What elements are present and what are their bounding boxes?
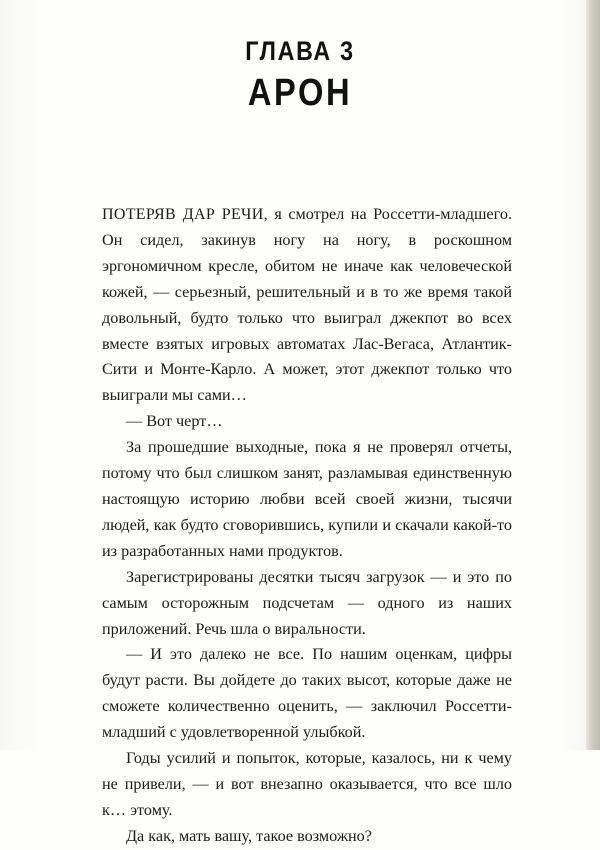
paragraph: — Вот черт… — [126, 412, 223, 431]
chapter-number: ГЛАВА 3 — [245, 36, 355, 66]
paragraph: За прошедшие выходные, пока я не проверял отчеты, потому что был слишком занят, разламывая единственную настоящую историю любви всей своей жизни, тысячи людей, как будто сговорившись, купили и скачали какой-то из разработанных нами продуктов. — [102, 438, 512, 560]
opening-rest: я смотрел на Россетти-младшего. Он сидел, закинув ногу на ногу, в роскошном эргономичном кресле, обитом не иначе как человеческой кожей, — серьезный, решительный и в то же время такой довольный, будто только что выиграл джекпот во всех вместе взятых игровых автоматах Лас-Вегаса, Атлантик-Сити и Монте-Карло. А может, этот джекпот только что выиграли мы сами… — [102, 205, 512, 405]
chapter-title: АРОН — [247, 72, 353, 114]
paragraph: Годы усилий и попыток, которые, казалось, ни к чему не привели, — и вот внезапно оказывается, что все шло к… этому. — [102, 749, 512, 819]
paragraph: Зарегистрированы десятки тысяч загрузок — и это по самым осторожным подсчетам — одного из наших приложений. Речь шла о виральности. — [102, 567, 512, 638]
opening-paragraph — [102, 202, 512, 409]
paragraph: — И это далеко не все. По нашим оценкам, цифры будут расти. Вы дойдете до таких высот, которые даже не сможете количественно оценить, — заключил Россетти-младший с удовлетворенной улыбкой. — [102, 645, 512, 742]
page-edge-shadow — [586, 0, 600, 750]
chapter-body — [102, 202, 512, 850]
opening-lead: ПОТЕРЯВ ДАР РЕЧИ, — [102, 206, 268, 223]
paragraph: Да как, мать вашу, такое возможно? — [126, 826, 372, 845]
